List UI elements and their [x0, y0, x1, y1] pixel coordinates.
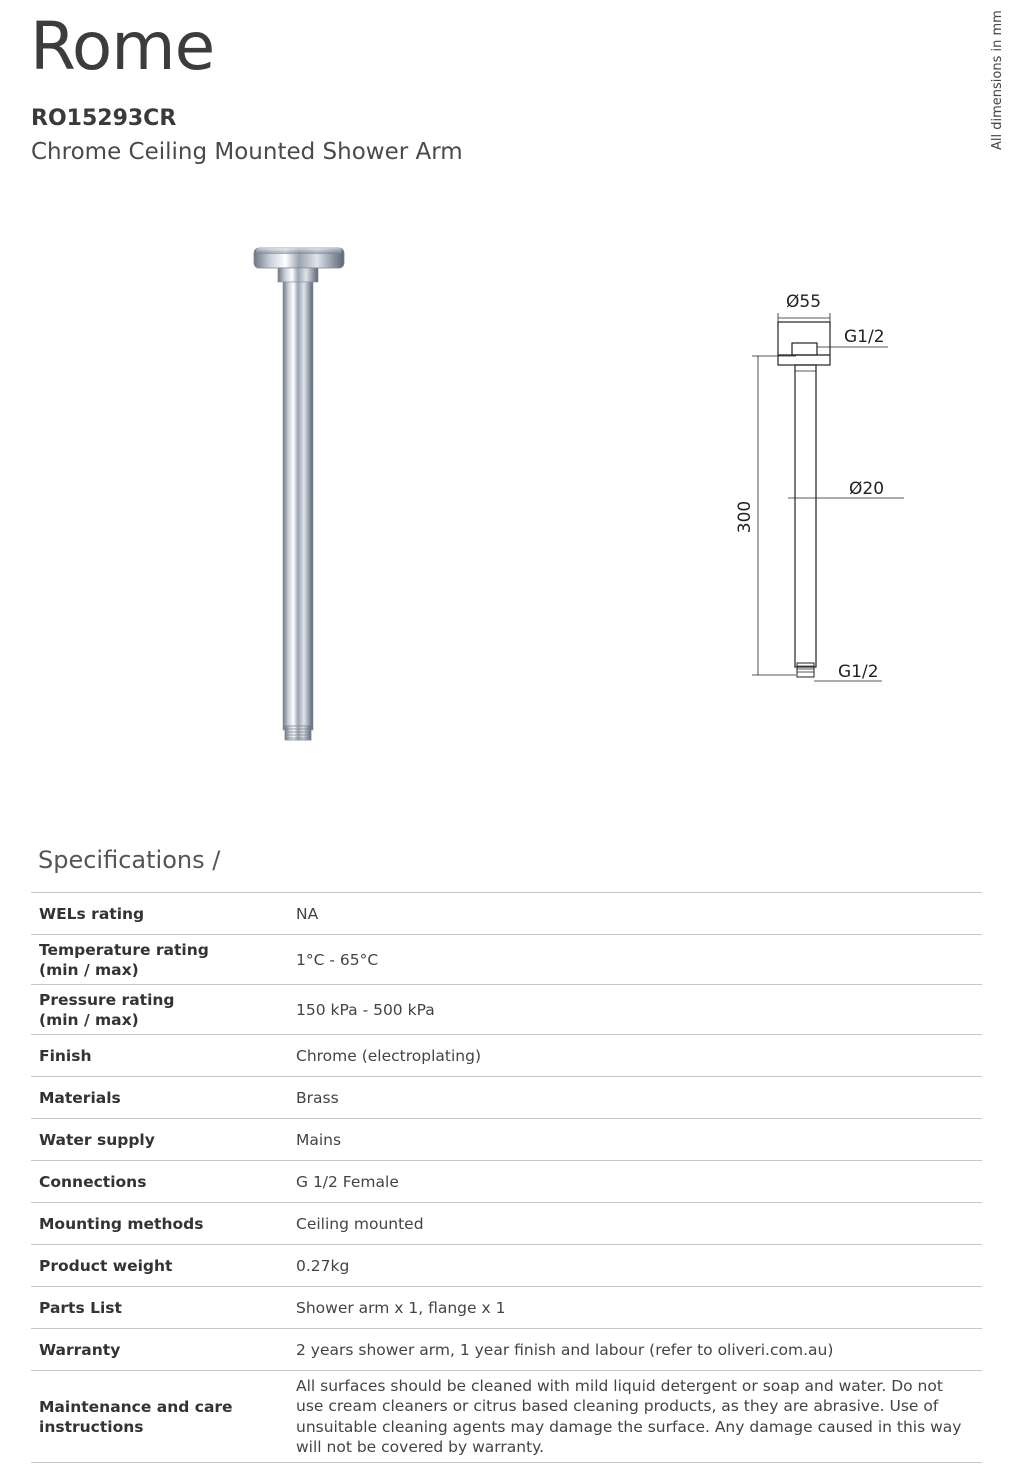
spec-label: Pressure rating (min / max) [31, 985, 288, 1035]
spec-value: 1°C - 65°C [288, 935, 982, 985]
spec-label: Materials [31, 1077, 288, 1119]
flange-diameter-label: Ø55 [786, 292, 822, 312]
brand-title: Rome [30, 8, 215, 85]
arm-diameter-label: Ø20 [849, 479, 885, 499]
spec-label: Finish [31, 1035, 288, 1077]
product-image [240, 238, 360, 748]
spec-label: Temperature rating (min / max) [31, 935, 288, 985]
spec-value: Chrome (electroplating) [288, 1035, 982, 1077]
bottom-thread-label: G1/2 [838, 662, 879, 682]
spec-value: Mains [288, 1119, 982, 1161]
top-thread-label: G1/2 [844, 327, 885, 347]
spec-label: Warranty [31, 1329, 288, 1371]
specifications-heading: Specifications / [38, 846, 221, 874]
product-code: RO15293CR [31, 106, 177, 131]
spec-value: NA [288, 893, 982, 935]
spec-label: Maintenance and care instructions [31, 1371, 288, 1463]
spec-label: Water supply [31, 1119, 288, 1161]
spec-label: Parts List [31, 1287, 288, 1329]
spec-row [31, 1287, 982, 1329]
spec-value: 2 years shower arm, 1 year finish and labour (refer to oliveri.com.au) [288, 1329, 982, 1371]
technical-drawing [720, 285, 920, 695]
spec-row [31, 1077, 982, 1119]
spec-label: Mounting methods [31, 1203, 288, 1245]
dimension-note: All dimensions in mm [990, 10, 1005, 150]
specifications-table [31, 892, 982, 1463]
spec-row [31, 985, 982, 1035]
spec-row [31, 893, 982, 935]
spec-value: Ceiling mounted [288, 1203, 982, 1245]
spec-row [31, 1035, 982, 1077]
spec-row [31, 1119, 982, 1161]
spec-row [31, 1329, 982, 1371]
spec-value: 150 kPa - 500 kPa [288, 985, 982, 1035]
spec-row [31, 1161, 982, 1203]
length-label: 300 [735, 500, 755, 534]
spec-value: All surfaces should be cleaned with mild liquid detergent or soap and water. Do not use cream cleaners or citrus based cleaning products, as they are abrasive. Use of unsuitable cleaning agents may damage the surface. Any damage caused in this way will not be covered by warranty. [288, 1371, 982, 1463]
spec-value: 0.27kg [288, 1245, 982, 1287]
spec-row [31, 1203, 982, 1245]
spec-label: Product weight [31, 1245, 288, 1287]
spec-value: G 1/2 Female [288, 1161, 982, 1203]
spec-value: Shower arm x 1, flange x 1 [288, 1287, 982, 1329]
spec-value: Brass [288, 1077, 982, 1119]
spec-label: WELs rating [31, 893, 288, 935]
product-name: Chrome Ceiling Mounted Shower Arm [31, 139, 463, 165]
spec-row [31, 1371, 982, 1463]
spec-row [31, 1245, 982, 1287]
spec-row [31, 935, 982, 985]
spec-label: Connections [31, 1161, 288, 1203]
